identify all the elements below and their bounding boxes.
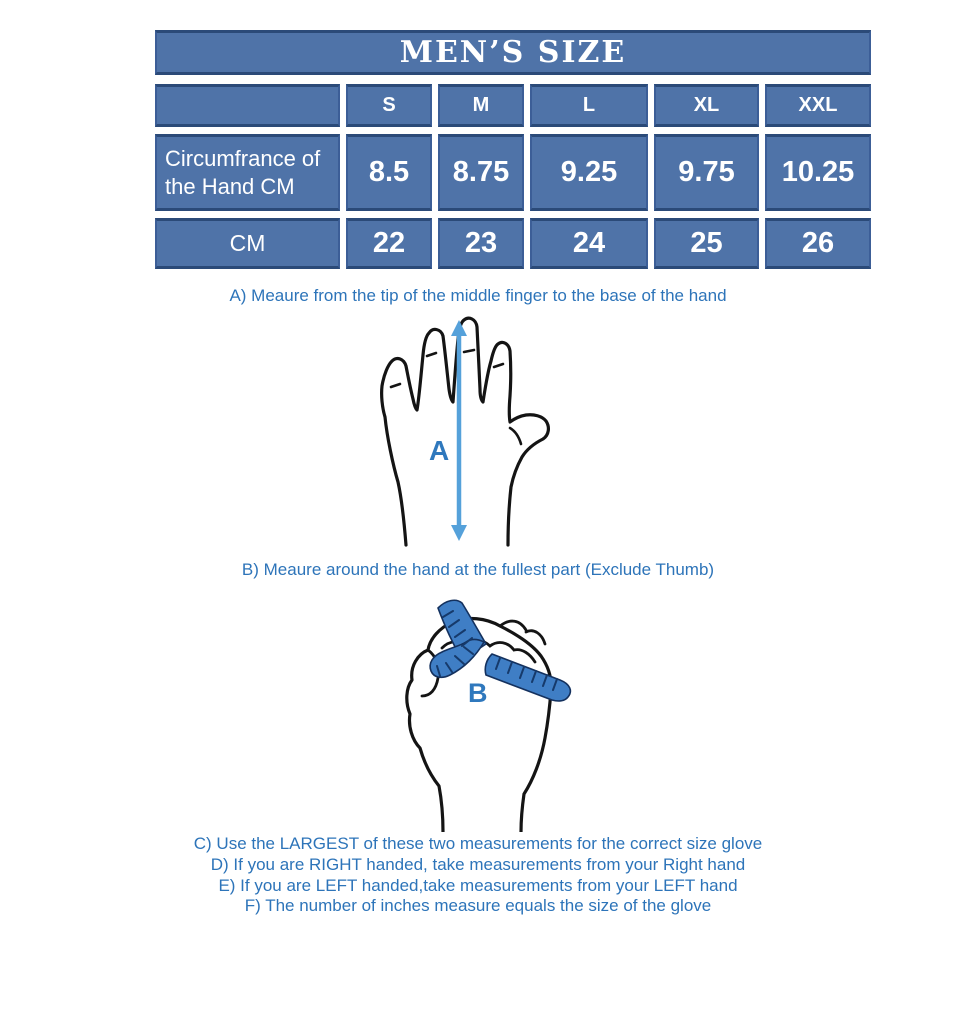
instruction-b: B) Meaure around the hand at the fullest part (Exclude Thumb) xyxy=(241,560,715,579)
column-header-m: M xyxy=(438,84,524,127)
column-header-s: S xyxy=(346,84,432,127)
row-label-cm: CM xyxy=(155,218,340,269)
circumference-value-xl: 9.75 xyxy=(654,134,759,211)
size-table xyxy=(155,30,871,269)
table-grid xyxy=(155,84,871,269)
fist-diagram xyxy=(400,592,575,832)
instruction-f: F) The number of inches measure equals the size of the glove xyxy=(244,896,712,915)
row-label-circumference: Circumfrance of the Hand CM xyxy=(155,134,340,211)
instruction-c: C) Use the LARGEST of these two measurements for the correct size glove xyxy=(193,834,763,853)
cm-value-xl: 25 xyxy=(654,218,759,269)
instruction-a: A) Meaure from the tip of the middle finger to the base of the hand xyxy=(229,286,727,305)
column-header-l: L xyxy=(530,84,648,127)
instruction-e: E) If you are LEFT handed,take measurements from your LEFT hand xyxy=(218,876,738,895)
cm-value-xxl: 26 xyxy=(765,218,871,269)
circumference-value-s: 8.5 xyxy=(346,134,432,211)
circumference-value-xxl: 10.25 xyxy=(765,134,871,211)
hand-label-a: A xyxy=(429,435,450,466)
header-empty-cell xyxy=(155,84,340,127)
circumference-value-m: 8.75 xyxy=(438,134,524,211)
column-header-xxl: XXL xyxy=(765,84,871,127)
table-title: MEN’S SIZE xyxy=(155,30,871,75)
instruction-d: D) If you are RIGHT handed, take measurements from your Right hand xyxy=(210,855,746,874)
cm-value-l: 24 xyxy=(530,218,648,269)
cm-value-s: 22 xyxy=(346,218,432,269)
fist-label-b: B xyxy=(468,678,488,708)
cm-value-m: 23 xyxy=(438,218,524,269)
column-header-xl: XL xyxy=(654,84,759,127)
hand-diagram xyxy=(379,315,553,547)
circumference-value-l: 9.25 xyxy=(530,134,648,211)
